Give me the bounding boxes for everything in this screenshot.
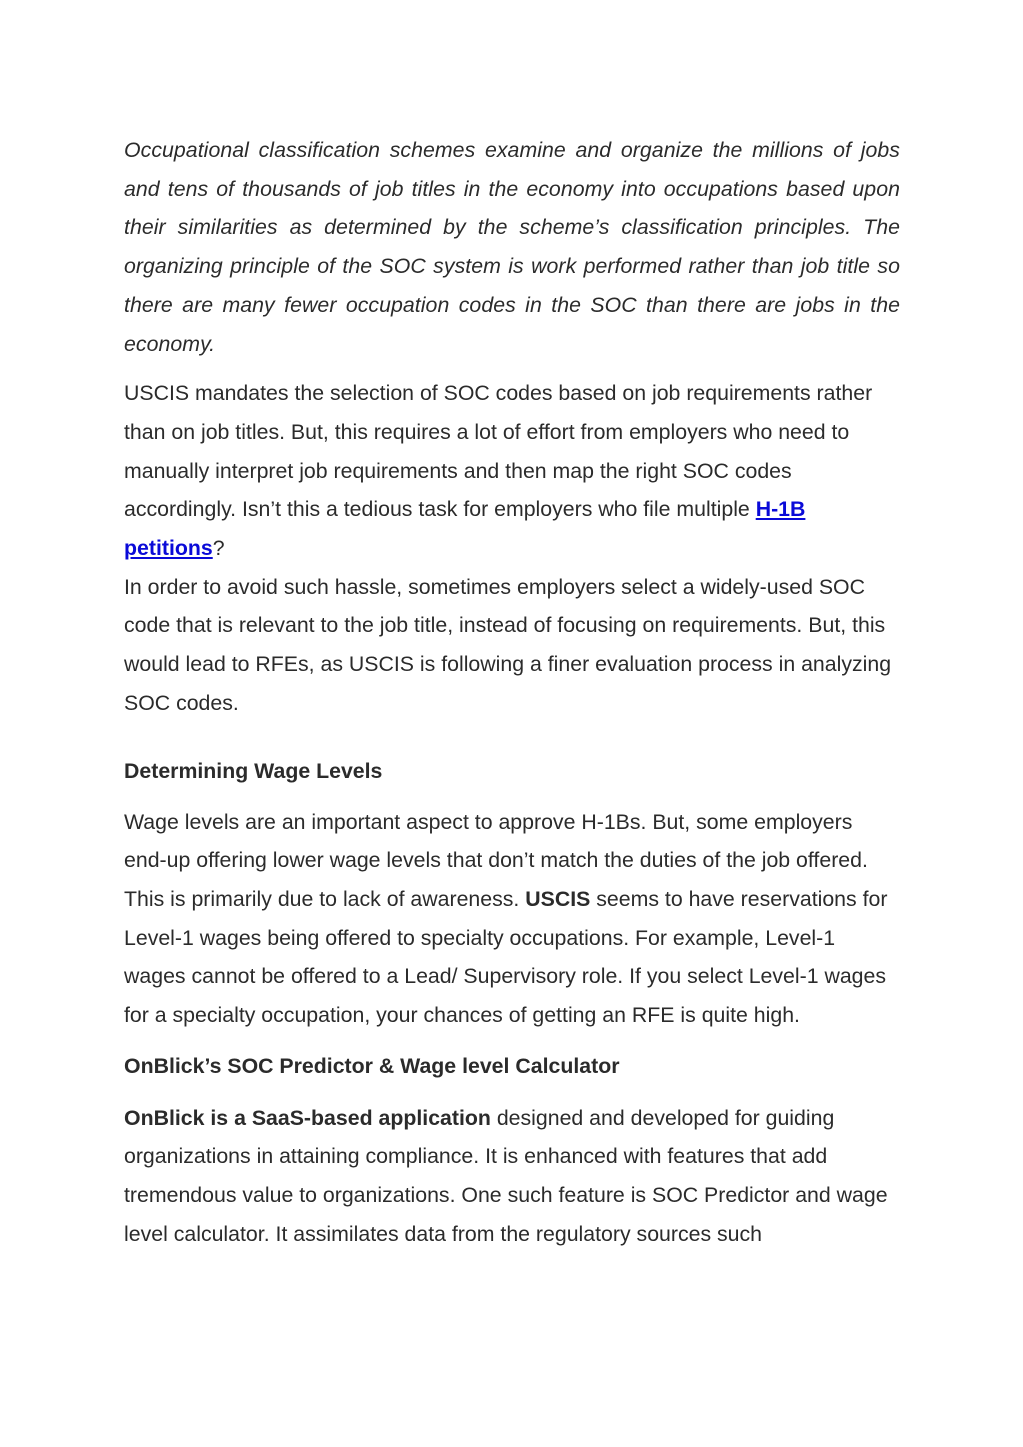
avoid-hassle-paragraph: In order to avoid such hassle, sometimes employers select a widely-used SOC code that is relevant to the job title, instead of focusing on requirements. But, this would lead to RFEs, as USCIS is following a finer evaluation process in analyzing SOC codes. (124, 574, 892, 715)
wage-levels-paragraph (124, 803, 900, 1035)
soc-definition-quote: Occupational classification schemes examine and organize the millions of jobs and tens of thousands of job titles in the economy into occupations based upon their similarities as determined by the scheme’s classification principles. The organizing principle of the SOC system is work performed rather than job title so there are many fewer occupation codes in the SOC than there are jobs in the economy. (124, 138, 900, 356)
wage-levels-heading: Determining Wage Levels (124, 758, 383, 783)
soc-predictor-heading: OnBlick’s SOC Predictor & Wage level Calculator (124, 1053, 620, 1078)
soc-selection-text: USCIS mandates the selection of SOC codes based on job requirements rather than on job titles. But, this requires a lot of effort from employers who need to manually interpret job requirements and then map the right SOC codes accordingly. Isn’t this a tedious task for employers who file multiple (124, 381, 873, 522)
onblick-text: designed and developed for guiding organizations in attaining compliance. It is enhanced with features that add tremendous value to organizations. One such feature is SOC Predictor and wage level calculator. It assimilates data from the regulatory sources such (124, 1105, 888, 1246)
wage-levels-text-end: seems to have reservations for Level-1 wages being offered to specialty occupations. For example, Level-1 wages cannot be offered to a Lead/ Supervisory role. If you select Level-1 wages for a specialty occupation, your chances of getting an RFE is quite high. (124, 886, 888, 1028)
uscis-bold: USCIS (525, 886, 591, 911)
wage-levels-text-start: Wage levels are an important aspect to approve H-1Bs. But, some employers end-up offering lower wage levels that don’t match the duties of the job offered. This is primarily due to lack of awareness. (124, 809, 868, 911)
document-page (124, 131, 900, 1254)
h1b-petitions-link[interactable]: H-1B petitions (124, 497, 806, 561)
soc-selection-paragraph (124, 374, 900, 568)
onblick-bold: OnBlick is a SaaS-based application (124, 1105, 491, 1130)
onblick-paragraph (124, 1099, 900, 1254)
question-mark: ? (212, 536, 225, 561)
